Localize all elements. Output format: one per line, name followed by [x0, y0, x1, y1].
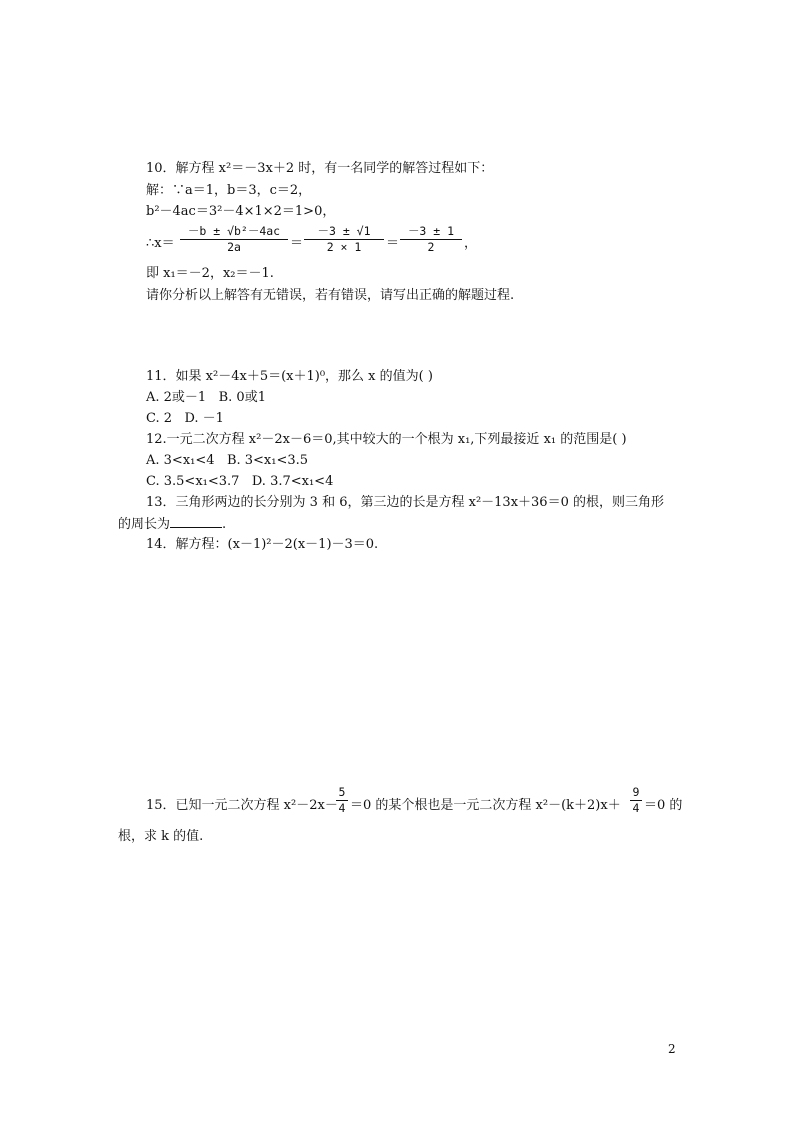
q14-stem: 14．解方程：(x－1)²－2(x－1)－3＝0. [146, 537, 379, 552]
q12-options-cd [146, 473, 333, 491]
q10-fraction-1-denominator: 2a [227, 240, 241, 254]
q10-solution-line1: 解：∵a＝1，b＝3，c＝2， [146, 183, 312, 198]
q12-option-c: C. 3.5<x₁<3.7 [146, 474, 240, 489]
q13-answer-blank [170, 515, 222, 528]
q10-fraction-3 [400, 224, 462, 255]
q13-stem-line2 [118, 515, 226, 534]
q11-options-cd [146, 410, 224, 428]
q10-solution-line2: b²－4ac＝3²－4×1×2＝1>0， [146, 204, 336, 219]
q13-stem-line1: 13．三角形两边的长分别为 3 和 6，第三边的长是方程 x²－13x＋36＝0 的根，则三角形 [146, 495, 664, 510]
q11-option-c: C. 2 [146, 411, 173, 426]
q11-stem: 11．如果 x²－4x＋5＝(x＋1)⁰，那么 x 的值为( ) [146, 369, 433, 384]
q15-stem-line2: 根，求 k 的值. [118, 829, 204, 844]
q13-stem-suffix: . [222, 517, 227, 532]
q10-equals-1: ＝ [290, 236, 304, 251]
q10-fraction-2 [304, 224, 384, 255]
q11-options-ab [146, 389, 266, 407]
q15-fraction-2-denominator: 4 [632, 801, 640, 815]
q11-option-a: A. 2或－1 [146, 390, 207, 405]
q12-stem: 12.一元二次方程 x²－2x－6＝0,其中较大的一个根为 x₁,下列最接近 x₁ 的范围是( ) [146, 432, 627, 447]
q12-option-a: A. 3<x₁<4 [146, 453, 215, 468]
q10-fraction-2-numerator: －3 ± √1 [304, 224, 384, 240]
q11-option-d: D. －1 [184, 411, 224, 426]
q10-therefore: ∴x＝ [146, 236, 175, 251]
q10-fraction-1 [180, 224, 288, 255]
q10-fraction-3-numerator: －3 ± 1 [400, 224, 462, 240]
q10-equals-2: ＝ [386, 236, 400, 251]
q10-roots: 即 x₁＝－2，x₂＝－1. [146, 266, 274, 281]
page-number: 2 [668, 1042, 676, 1056]
q12-option-b: B. 3<x₁<3.5 [226, 453, 309, 468]
q13-stem-prefix: 的周长为 [118, 517, 171, 532]
q10-stem: 10．解方程 x²＝－3x＋2 时，有一名同学的解答过程如下： [146, 161, 494, 176]
q15-fraction-1-denominator: 4 [338, 801, 346, 815]
q12-option-d: D. 3.7<x₁<4 [251, 474, 334, 489]
q15-fraction-1-numerator: 5 [336, 785, 348, 801]
q15-fraction-9-4 [630, 785, 642, 816]
q15-stem-part3: ＝0 的 [644, 798, 683, 813]
q10-fraction-3-denominator: 2 [427, 240, 435, 254]
q15-fraction-5-4 [336, 785, 348, 816]
q12-options-ab [146, 452, 308, 470]
q10-fraction-2-denominator: 2 × 1 [326, 240, 362, 254]
q10-fraction-1-numerator: －b ± √b²－4ac [180, 224, 288, 240]
q15-stem-part1: 15．已知一元二次方程 x²－2x－ [146, 798, 338, 813]
q15-stem-part2: ＝0 的某个根也是一元二次方程 x²－(k＋2)x＋ [350, 798, 621, 813]
q10-comma: ， [464, 236, 478, 251]
q15-fraction-2-numerator: 9 [630, 785, 642, 801]
q11-option-b: B. 0或1 [218, 390, 266, 405]
q10-instruction: 请你分析以上解答有无错误，若有错误，请写出正确的解题过程. [146, 288, 515, 303]
